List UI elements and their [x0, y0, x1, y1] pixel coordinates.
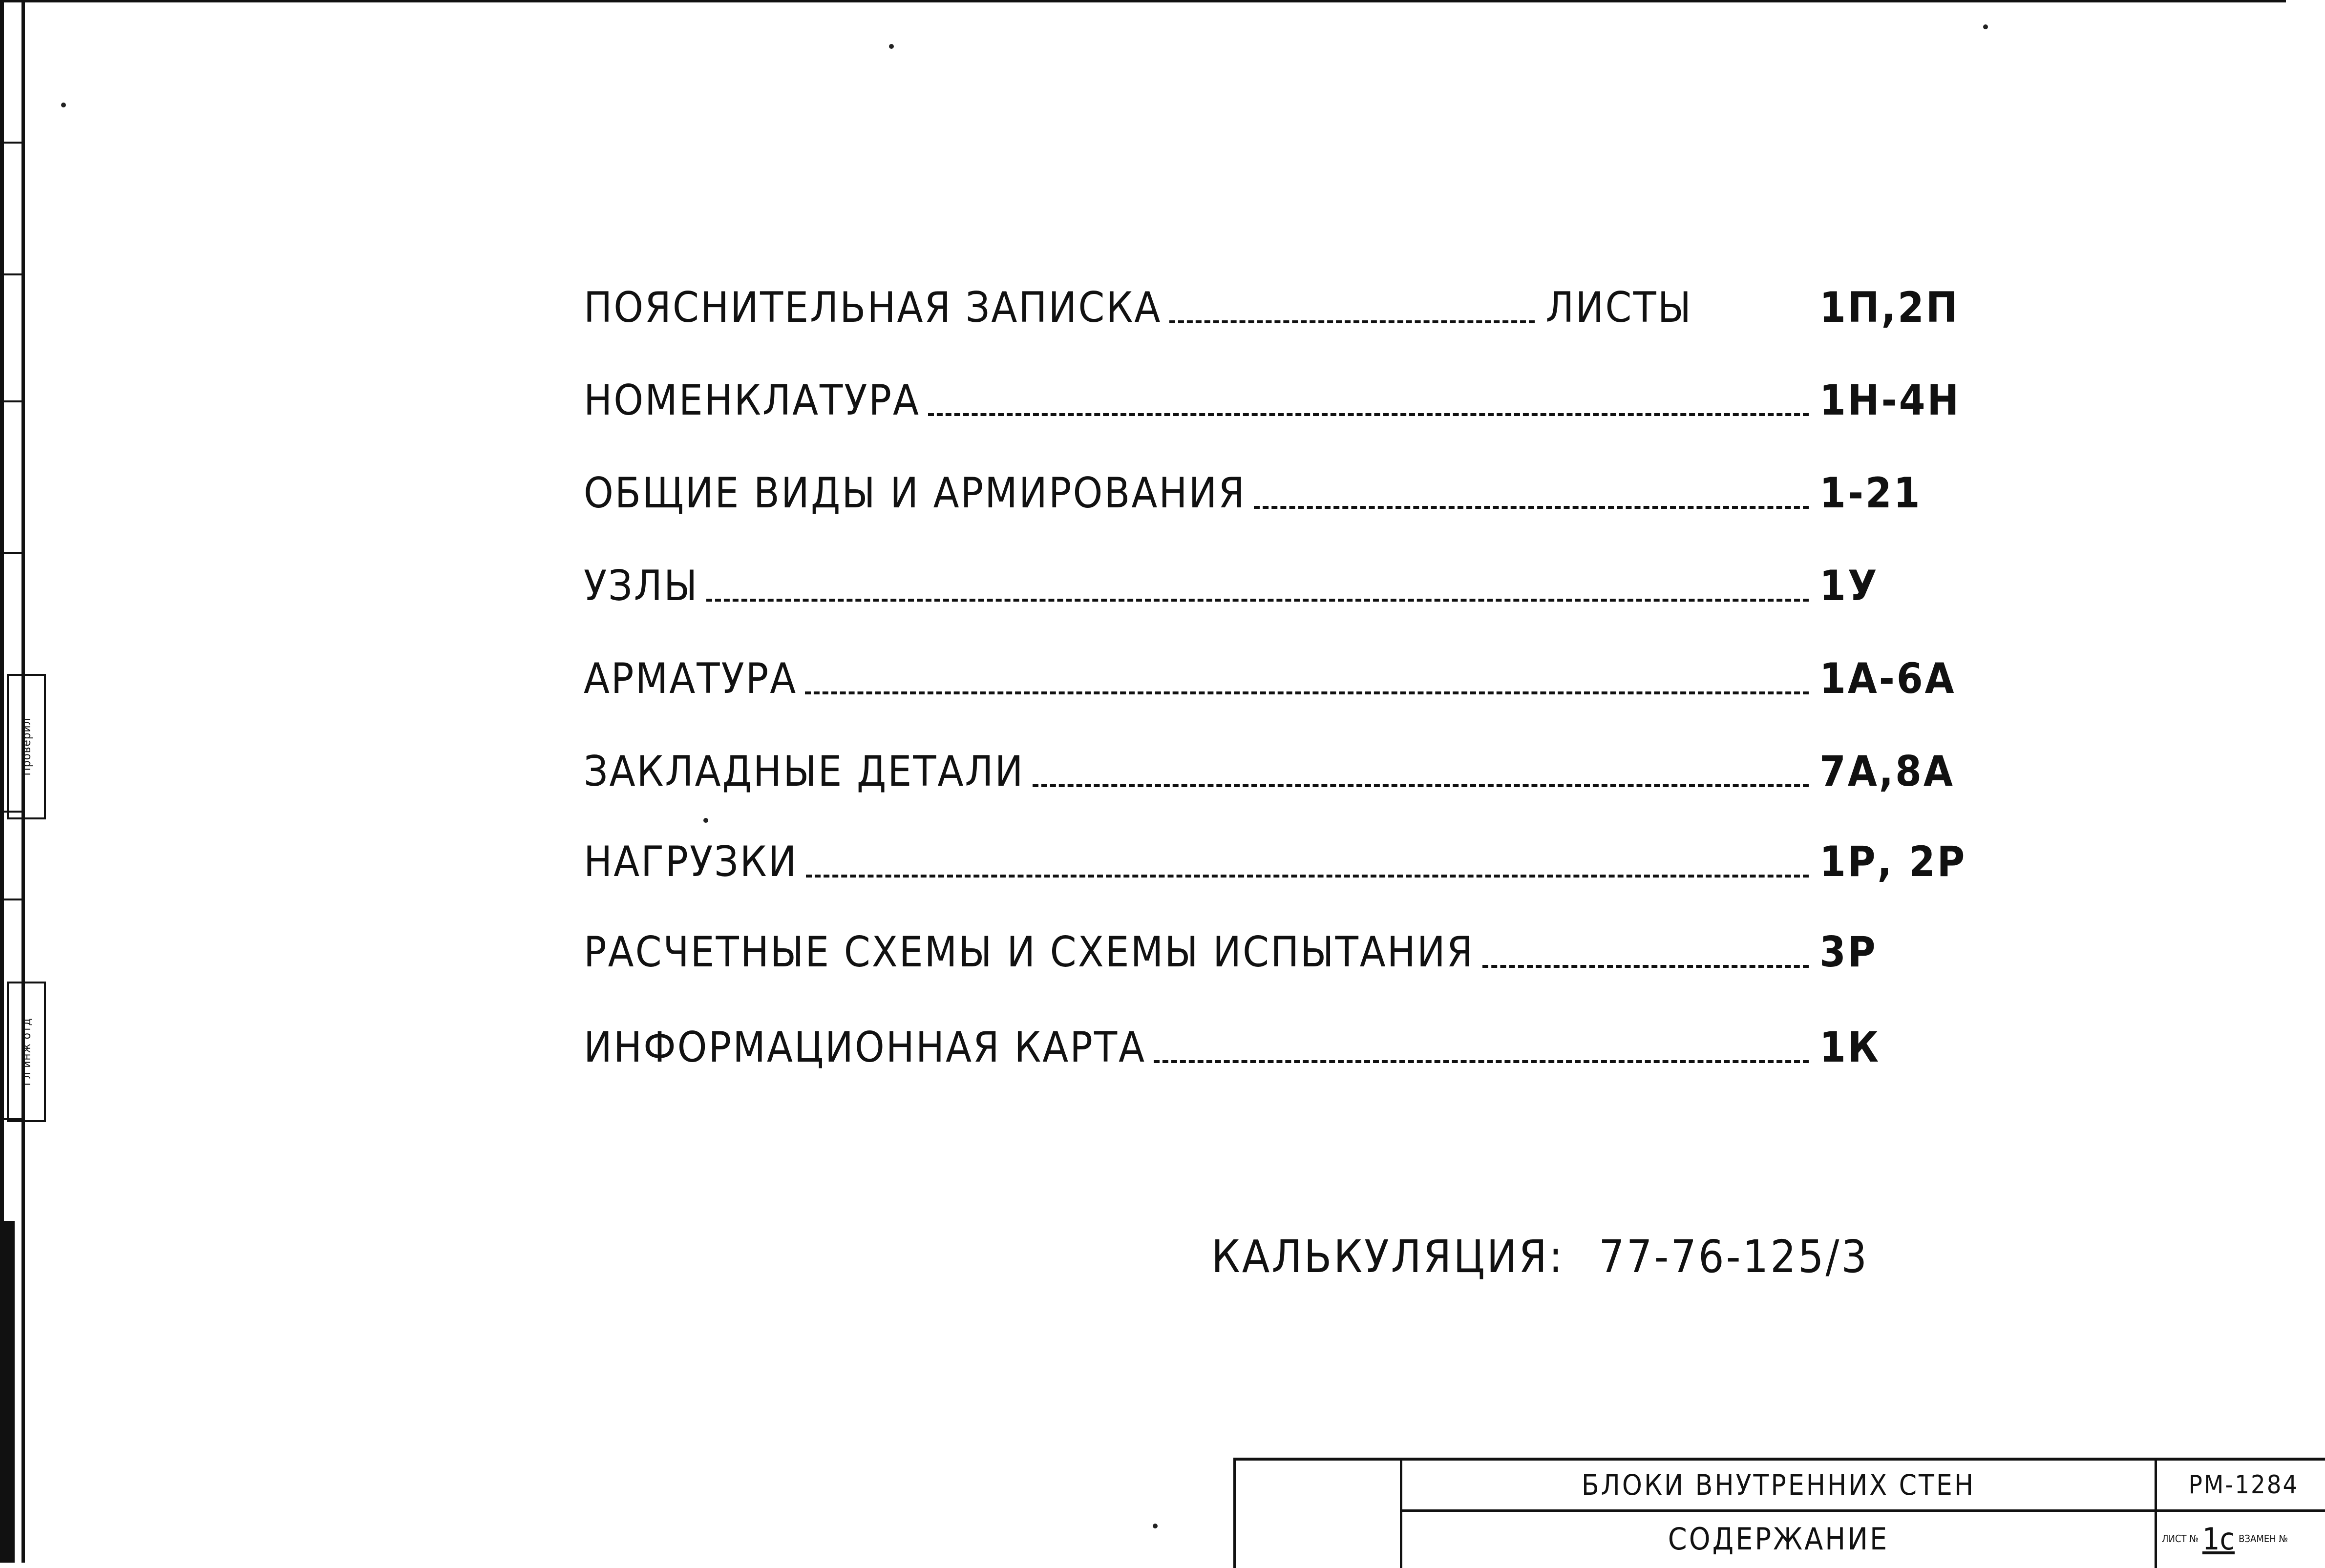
calculation-number: 77-76-125/3 — [1599, 1231, 1869, 1283]
binding-shadow — [0, 1221, 15, 1563]
toc-leader — [806, 875, 1809, 878]
toc-leader — [1169, 320, 1535, 323]
binding-tick — [0, 400, 23, 402]
toc-leader — [1033, 784, 1809, 787]
sheet-top-border — [0, 0, 2286, 2]
scan-speck — [889, 44, 894, 49]
sheet-label: ЛИСТ № — [2162, 1533, 2198, 1545]
toc-pages: 3Р — [1819, 928, 1878, 977]
toc-title: ИНФОРМАЦИОННАЯ КАРТА — [584, 1023, 1146, 1072]
title-block — [1233, 1458, 2325, 1568]
stamp-chief-dept-label: Гл инж отд — [20, 1018, 33, 1086]
toc-pages: 7А,8А — [1819, 747, 1955, 796]
toc-row — [584, 833, 1966, 886]
toc-title: НАГРУЗКИ — [584, 837, 798, 886]
binding-tick — [0, 899, 23, 900]
toc-leader — [1482, 965, 1809, 968]
binding-tick — [0, 552, 23, 554]
sheet-title: СОДЕРЖАНИЕ — [1668, 1521, 1889, 1557]
toc-row — [584, 1018, 1966, 1072]
stamp-chief-dept — [7, 982, 46, 1122]
binding-tick — [0, 142, 23, 144]
toc-row — [584, 742, 1966, 796]
toc-pages: 1А-6А — [1819, 654, 1956, 703]
toc-pages: 1П,2П — [1819, 283, 1960, 332]
toc-leader — [928, 413, 1809, 416]
scan-speck — [61, 103, 66, 107]
scan-speck — [703, 818, 708, 823]
document-code: РМ-1284 — [2188, 1470, 2299, 1500]
toc-title: АРМАТУРА — [584, 654, 798, 703]
replace-label: ВЗАМЕН № — [2239, 1533, 2288, 1545]
toc-title: РАСЧЕТНЫЕ СХЕМЫ И СХЕМЫ ИСПЫТАНИЯ — [584, 928, 1475, 977]
toc-row — [584, 557, 1966, 610]
toc-leader — [706, 599, 1809, 602]
toc-row — [584, 649, 1966, 703]
scan-speck — [1153, 1524, 1158, 1528]
calculation-reference — [1211, 1231, 1869, 1283]
toc-pages: 1Р, 2Р — [1819, 837, 1967, 886]
toc-row — [584, 371, 1966, 425]
calculation-label: КАЛЬКУЛЯЦИЯ: — [1211, 1231, 1564, 1283]
toc-title: УЗЛЫ — [584, 562, 699, 610]
toc-pages: 1К — [1819, 1023, 1881, 1072]
sheet-number-cell — [2157, 1512, 2325, 1566]
sheet-number: 1с — [2202, 1521, 2235, 1557]
toc-pages: 1-21 — [1819, 469, 1922, 518]
toc-row — [584, 464, 1966, 518]
toc-leader — [1154, 1060, 1809, 1063]
toc-pages: 1Н-4Н — [1819, 376, 1961, 425]
toc-leader — [1254, 506, 1809, 509]
toc-pages: 1У — [1819, 562, 1879, 610]
toc-title: ОБЩИЕ ВИДЫ И АРМИРОВАНИЯ — [584, 469, 1247, 518]
toc-title: НОМЕНКЛАТУРА — [584, 376, 920, 425]
toc-row — [584, 278, 1966, 332]
toc-sheets-word: ЛИСТЫ — [1545, 283, 1692, 332]
toc-title: ЗАКЛАДНЫЕ ДЕТАЛИ — [584, 747, 1025, 796]
binding-tick — [0, 273, 23, 275]
stamp-checked — [7, 674, 46, 819]
project-title: БЛОКИ ВНУТРЕННИХ СТЕН — [1581, 1468, 1976, 1502]
toc-row — [584, 923, 1966, 977]
toc-title: ПОЯСНИТЕЛЬНАЯ ЗАПИСКА — [584, 283, 1162, 332]
stamp-checked-label: Проверил — [20, 717, 33, 776]
scan-speck — [1983, 24, 1988, 29]
toc-leader — [805, 691, 1809, 694]
